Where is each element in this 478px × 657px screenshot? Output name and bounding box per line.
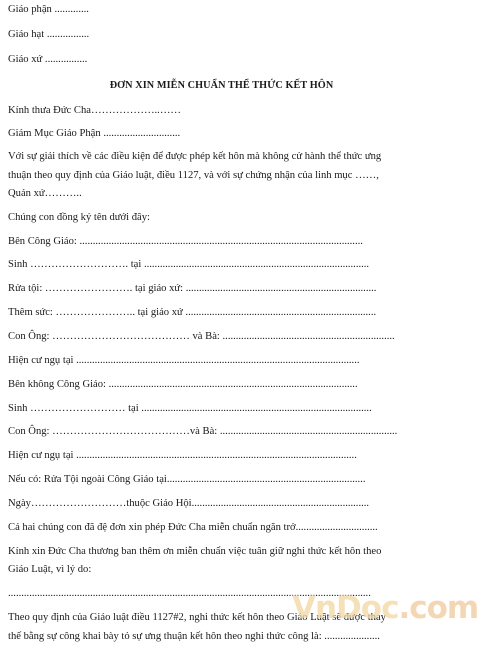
non-catholic-birth-field: Sinh ……………………… tại ....................................................................................... xyxy=(8,403,372,414)
canon-law-line-1: Theo quy định của Giáo luật điều 1127#2, nghi thức kết hôn theo Giáo Luật sẽ được thay xyxy=(8,612,386,623)
non-catholic-parents-field: Con Ông: …………………………………và Bà: ................................................................... xyxy=(8,426,398,437)
intro-line-3: Quản xứ……….. xyxy=(8,188,82,199)
catholic-residence-field: Hiện cư ngụ tại ........................................................................................................... xyxy=(8,355,360,366)
intro-line-2: thuận theo quy định của Giáo luật, điều 1127, và với sự chứng nhận của linh mục ……, xyxy=(8,170,379,181)
intro-line-1: Với sự giải thích về các điều kiện để được phép kết hôn mà không cử hành thể thức ưng xyxy=(8,151,382,162)
diocese-field: Giáo phận ............. xyxy=(8,4,89,15)
bishop-line: Giám Mục Giáo Phận ............................. xyxy=(8,128,181,139)
watermark-suffix: .com xyxy=(398,590,478,626)
signatories-line: Chúng con đồng ký tên dưới đây: xyxy=(8,212,150,223)
catholic-party-label: Bên Công Giáo: ........................................................................................................... xyxy=(8,236,363,247)
request-line-2: Giáo Luật, vì lý do: xyxy=(8,564,92,575)
catholic-confirmation-field: Thêm sức: ………………….. tại giáo xứ ........................................................................ xyxy=(8,307,377,318)
salutation-line: Kính thưa Đức Cha………………..…… xyxy=(8,105,182,116)
deanery-field: Giáo hạt ................ xyxy=(8,29,90,40)
catholic-parents-field: Con Ông: ………………………………… và Bà: ................................................................. xyxy=(8,331,395,342)
non-catholic-residence-field: Hiện cư ngụ tại .......................................................................................................... xyxy=(8,450,357,461)
reason-blank-line: ......................................................................................................................................... xyxy=(8,588,371,599)
catholic-birth-field: Sinh ………………………. tại ..................................................................................... xyxy=(8,259,370,270)
dispensation-request-line: Cả hai chúng con đã đệ đơn xin phép Đức Cha miễn chuẩn ngăn trở............................... xyxy=(8,522,378,533)
watermark-brand: VnDoc xyxy=(292,590,399,626)
parish-field: Giáo xứ ................ xyxy=(8,54,88,65)
request-line-1: Kính xin Đức Cha thương ban thêm ơn miễn chuẩn việc tuân giữ nghi thức kết hôn theo xyxy=(8,546,382,557)
document-title: ĐƠN XIN MIỄN CHUẨN THỂ THỨC KẾT HÔN xyxy=(109,80,334,91)
canon-law-line-2: thế bằng sự công khai bày tỏ sự ưng thuận kết hôn theo nghi thức công là: ..................... xyxy=(8,631,380,642)
non-catholic-party-label: Bên không Công Giáo: .............................................................................................. xyxy=(8,379,358,390)
outside-baptism-field: Nếu có: Rửa Tội ngoài Công Giáo tại........................................................................... xyxy=(8,474,366,485)
baptism-day-church-field: Ngày………………………thuộc Giáo Hội................................................................... xyxy=(8,498,370,509)
catholic-baptism-field: Rửa tội: ……………………. tại giáo xứ: ........................................................................ xyxy=(8,283,377,294)
